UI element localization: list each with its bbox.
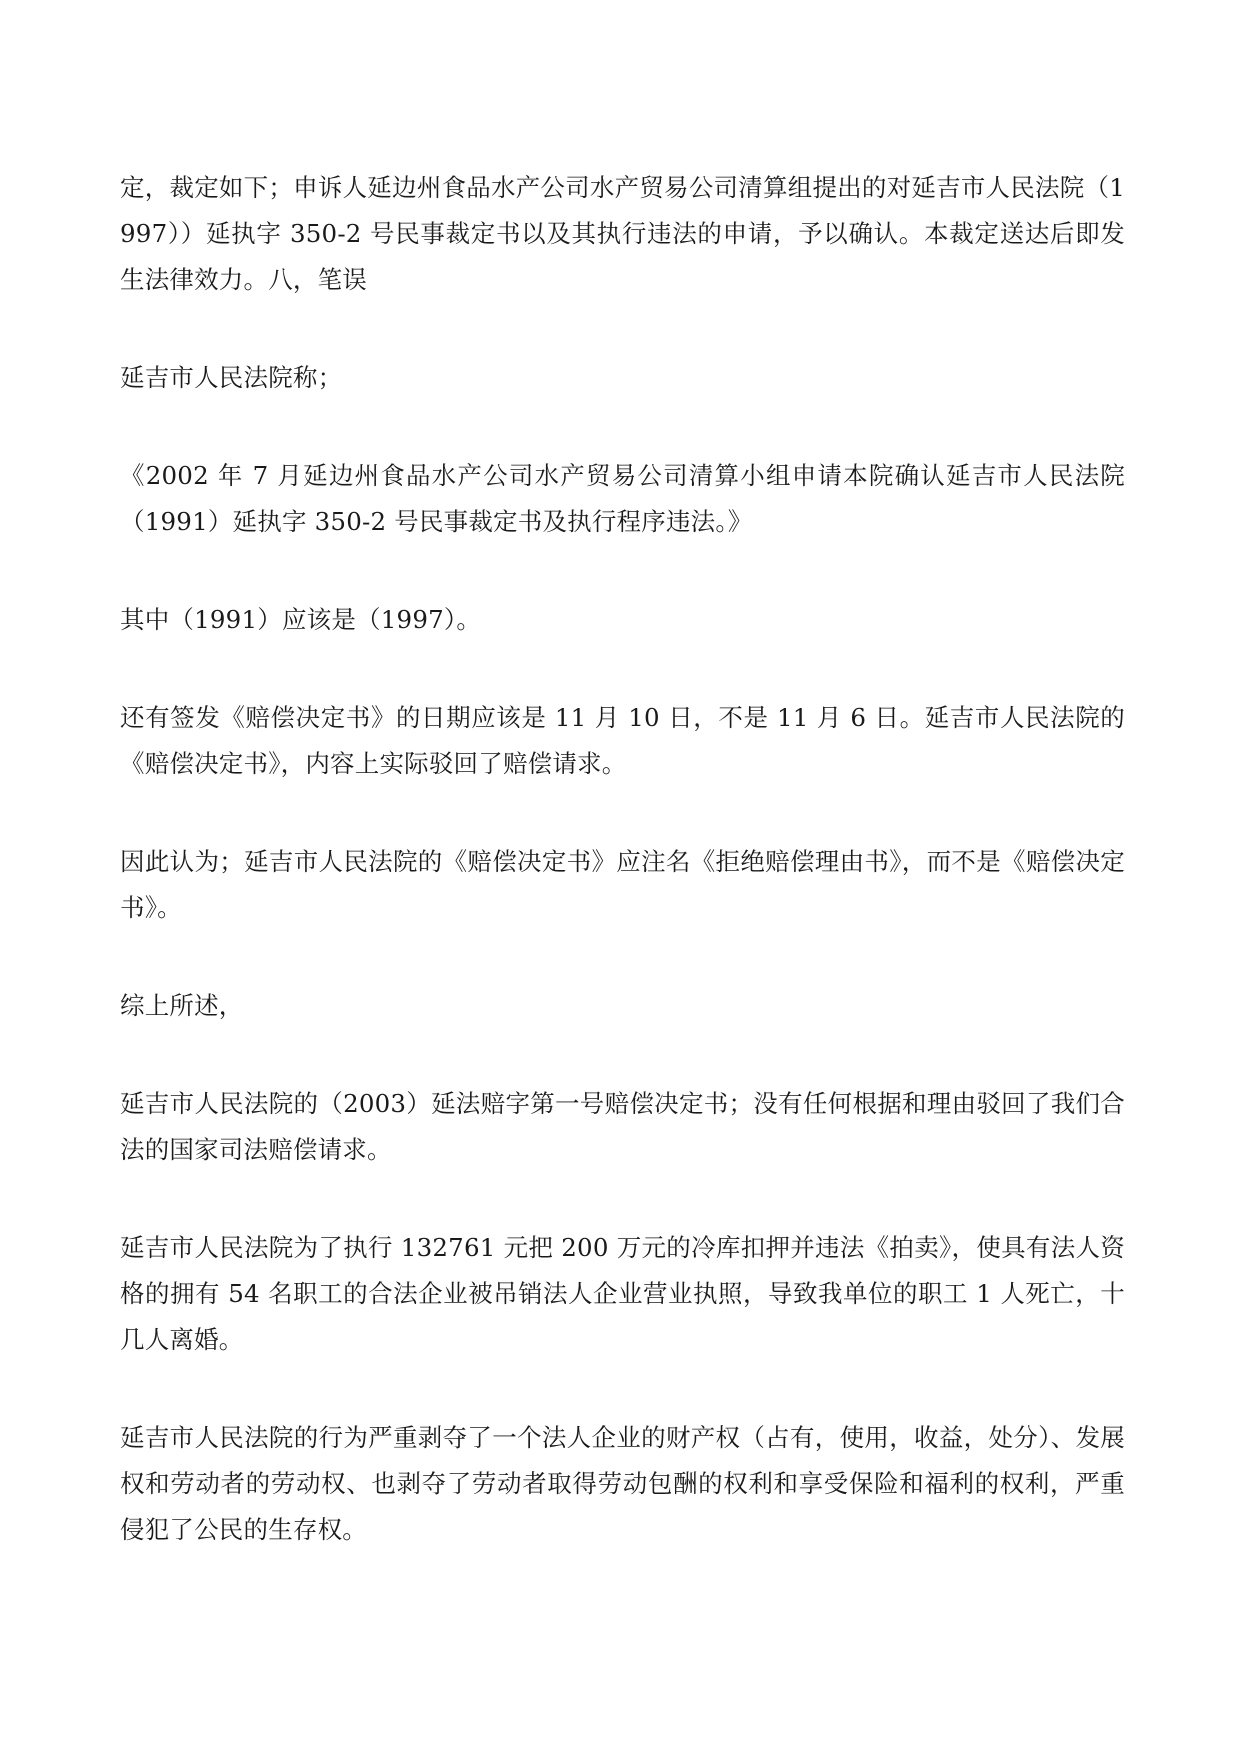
document-body [120,165,1125,1605]
paragraph-court-quote: 《2002 年 7 月延边州食品水产公司水产贸易公司清算小组申请本院确认延吉市人民法院（1991）延执字 350-2 号民事裁定书及执行程序违法。》 [120,461,1125,536]
paragraph-summary-1: 延吉市人民法院的（2003）延法赔字第一号赔偿决定书；没有任何根据和理由驳回了我们合法的国家司法赔偿请求。 [120,1089,1125,1164]
paragraph-ruling: 定，裁定如下；申诉人延边州食品水产公司水产贸易公司清算组提出的对延吉市人民法院（1997））延执字 350-2 号民事裁定书以及其执行违法的申请，予以确认。本裁定送达后即发生法律效力。八，笔误 [120,173,1125,294]
paragraph-court-statement-intro: 延吉市人民法院称； [120,363,343,392]
paragraph-summary-2: 延吉市人民法院为了执行 132761 元把 200 万元的冷库扣押并违法《拍卖》，使具有法人资格的拥有 54 名职工的合法企业被吊销法人企业营业执照，导致我单位的职工 1 人死亡，十几人离婚。 [120,1233,1125,1354]
paragraph-summary-3: 延吉市人民法院的行为严重剥夺了一个法人企业的财产权（占有，使用，收益，处分）、发展权和劳动者的劳动权、也剥夺了劳动者取得劳动包酬的权利和享受保险和福利的权利，严重侵犯了公民的生存权。 [120,1423,1125,1544]
paragraph-summary-heading: 综上所述， [120,991,244,1020]
paragraph-conclusion-title: 因此认为；延吉市人民法院的《赔偿决定书》应注名《拒绝赔偿理由书》，而不是《赔偿决定书》。 [120,847,1125,922]
paragraph-date-correction: 还有签发《赔偿决定书》的日期应该是 11 月 10 日，不是 11 月 6 日。延吉市人民法院的《赔偿决定书》，内容上实际驳回了赔偿请求。 [120,703,1125,778]
paragraph-correction: 其中（1991）应该是（1997）。 [120,605,482,634]
